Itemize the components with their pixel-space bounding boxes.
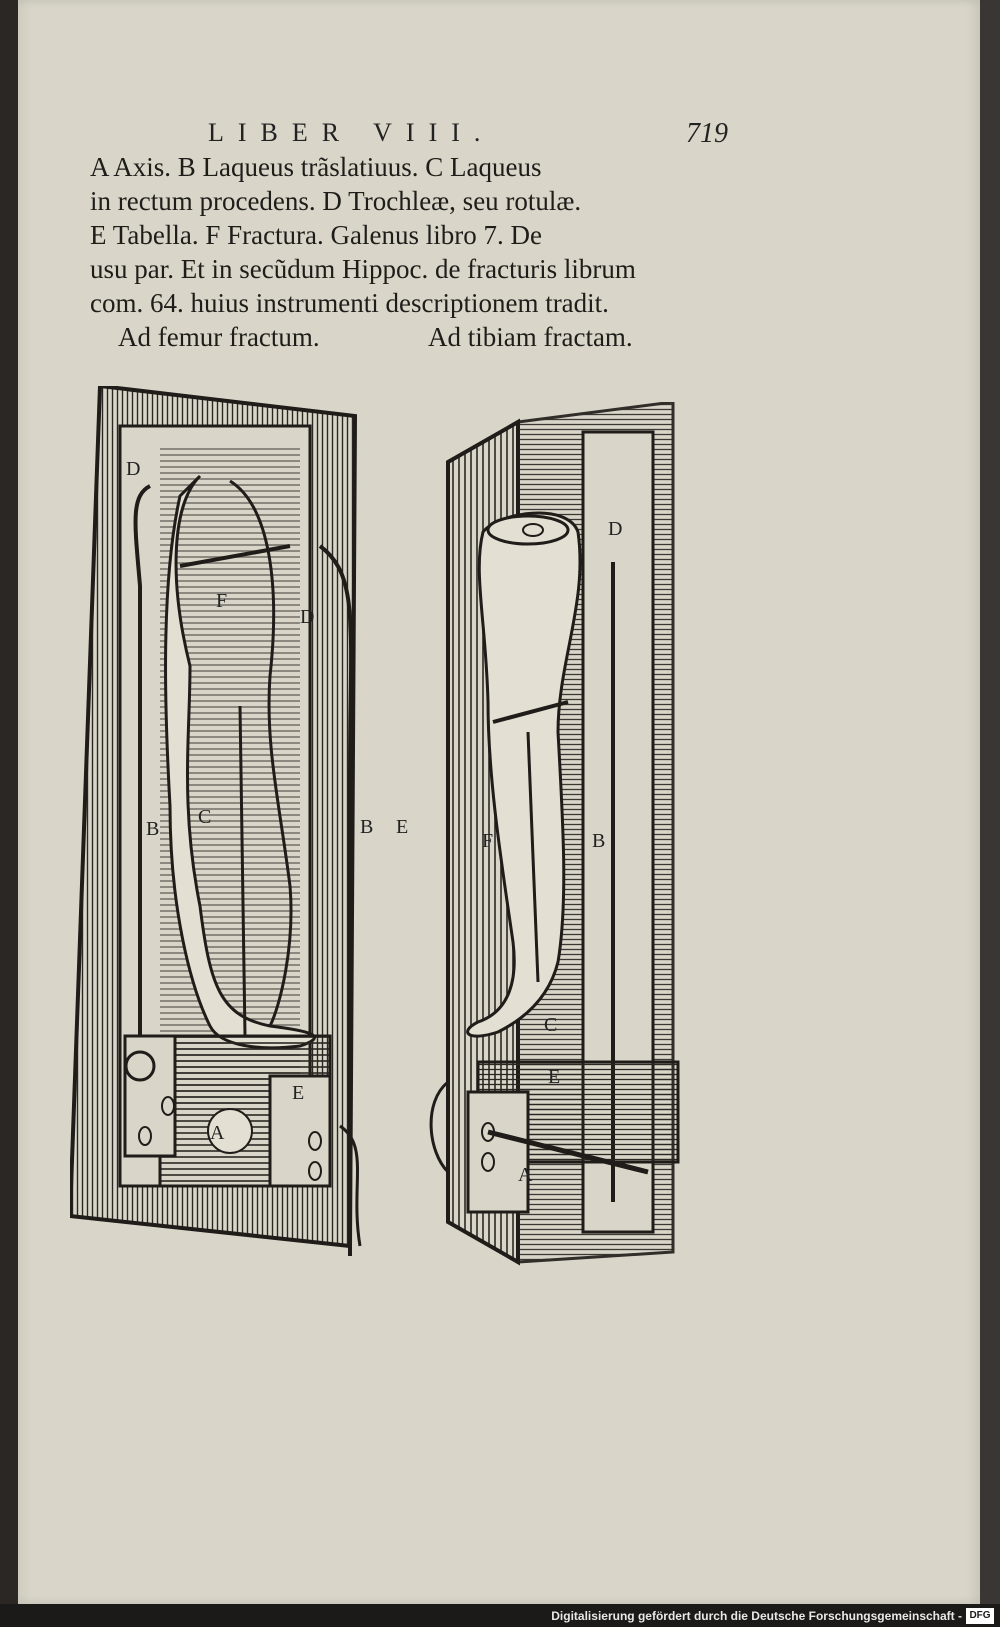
- label-E: E: [292, 1082, 305, 1104]
- page-header: [208, 118, 728, 148]
- label-F: F: [216, 590, 228, 612]
- digitization-footer: [0, 1604, 1000, 1627]
- label-D: D: [300, 606, 315, 628]
- figure-legend: [90, 150, 724, 320]
- label-B: B: [360, 816, 374, 838]
- legend-line: A Axis. B Laqueus trãslatiuus. C Laqueus: [90, 152, 542, 182]
- legend-line: com. 64. huius instrumenti descriptionem tradit.: [90, 288, 609, 318]
- left-figure-title: Ad femur fractum.: [118, 322, 320, 352]
- label-A: A: [210, 1122, 225, 1144]
- label-E: E: [548, 1066, 561, 1088]
- legend-line: usu par. Et in secũdum Hippoc. de fracturis librum: [90, 254, 636, 284]
- running-title: LIBER VIII.: [208, 118, 495, 147]
- label-D: D: [608, 518, 623, 540]
- label-D: D: [126, 458, 141, 480]
- legend-line: E Tabella. F Fractura. Galenus libro 7. De: [90, 220, 542, 250]
- tibia-apparatus-woodcut: [408, 402, 698, 1272]
- scan-gutter: [0, 0, 18, 1627]
- right-figure-title: Ad tibiam fractam.: [428, 322, 633, 352]
- label-E: E: [396, 816, 409, 838]
- page-number: 719: [686, 118, 728, 149]
- digitization-credit: Digitalisierung gefördert durch die Deutsche Forschungsgemeinschaft -: [551, 1609, 962, 1623]
- legend-line: in rectum procedens. D Trochleæ, seu rotulæ.: [90, 186, 582, 216]
- label-B: B: [592, 830, 606, 852]
- label-B: B: [146, 818, 160, 840]
- label-F: F: [482, 830, 494, 852]
- book-page: [18, 0, 980, 1604]
- dfg-logo: DFG: [966, 1608, 994, 1624]
- label-C: C: [198, 806, 212, 828]
- label-A: A: [518, 1164, 533, 1186]
- label-C: C: [544, 1014, 558, 1036]
- figure-titles: [118, 322, 678, 356]
